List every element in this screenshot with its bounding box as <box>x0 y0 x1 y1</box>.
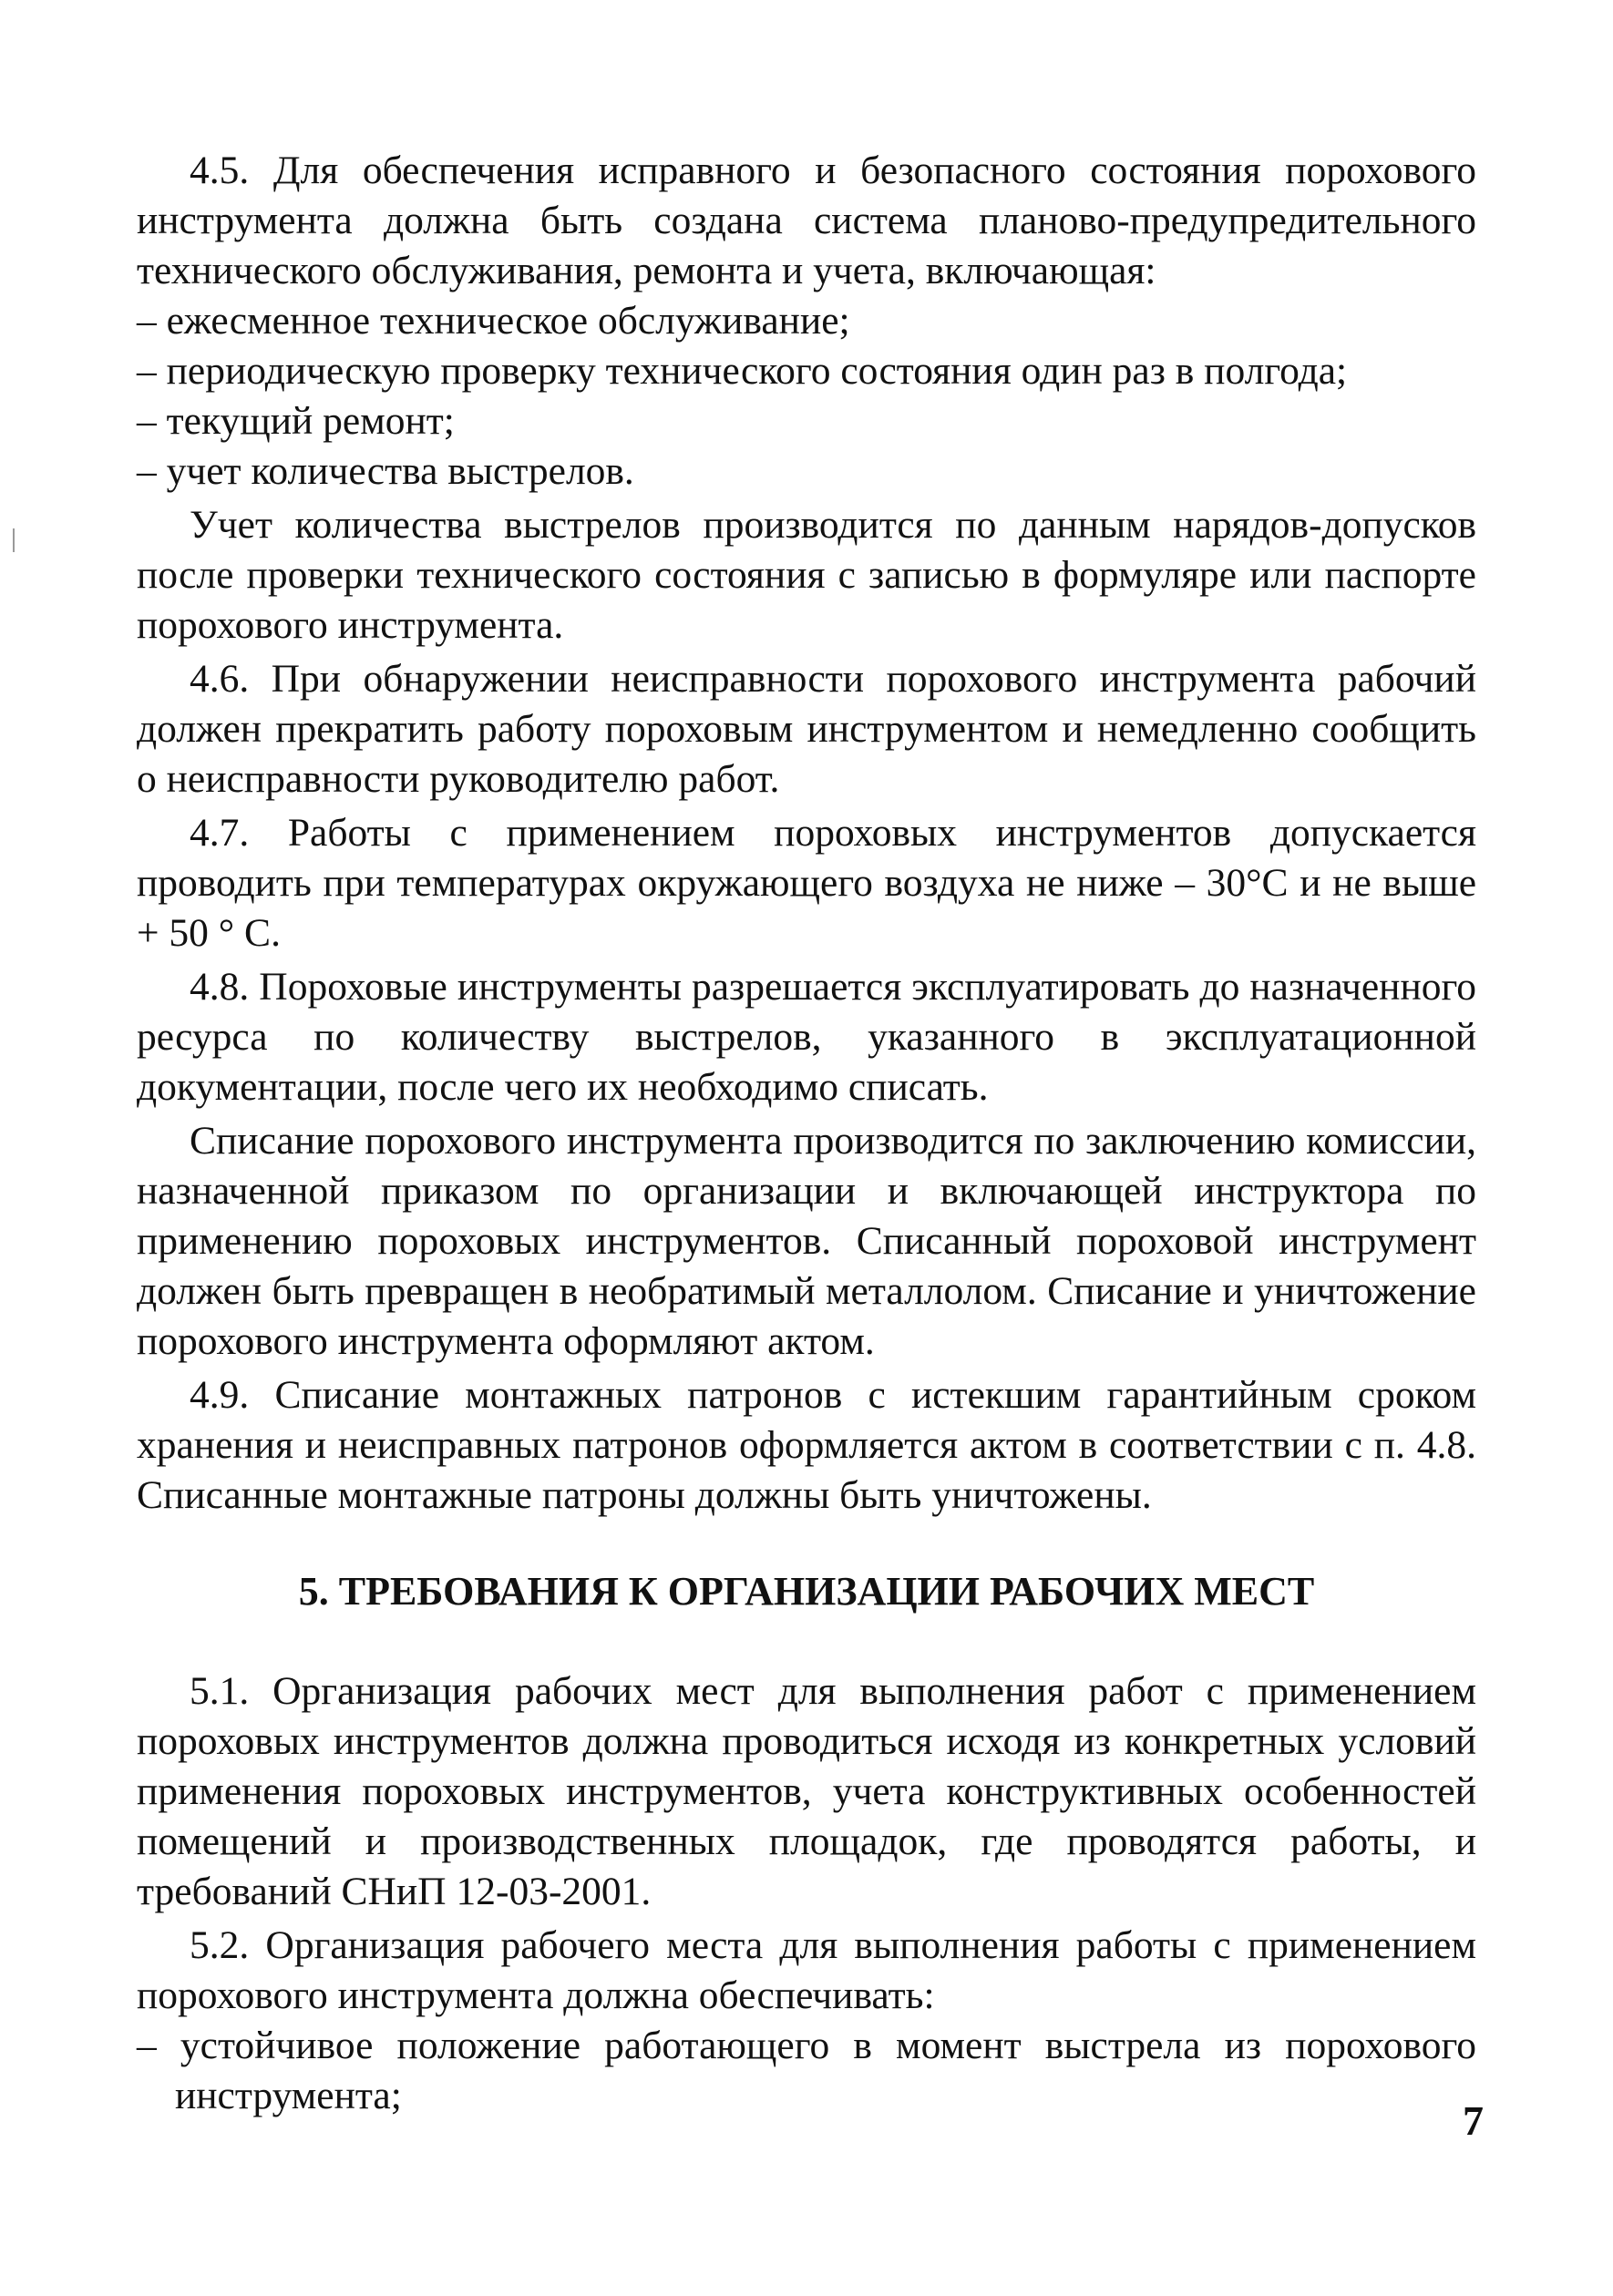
paragraph-4-5-intro: 4.5. Для обеспечения исправного и безопасного состояния порохового инструмента должна быть создана система планово-предупредительного технического обслуживания, ремонта и учета, включающая: <box>137 149 1476 292</box>
paragraph-5-1: 5.1. Организация рабочих мест для выполнения работ с применением пороховых инструментов должна проводиться исходя из конкретных условий применения пороховых инструментов, учета конструктивных особенностей помещений и производственных площадок, где проводятся работы, и требований СНиП 12-03-2001. <box>137 1669 1476 1913</box>
paragraph-4-5-accounting: Учет количества выстрелов производится по данным нарядов-допусков после проверки технического состояния с записью в формуляре или паспорте порохового инструмента. <box>137 503 1476 647</box>
paragraph-4-8-writeoff: Списание порохового инструмента производится по заключению комиссии, назначенной приказом по организации и включающей инструктора по применению пороховых инструментов. Списанный пороховой инструмент должен быть превращен в необратимый металлолом. Списание и уничтожение порохового инструмента оформляют актом. <box>137 1119 1476 1363</box>
paragraph-4-8: 4.8. Пороховые инструменты разрешается эксплуатировать до назначенного ресурса по количеству выстрелов, указанного в эксплуатационной документации, после чего их необходимо списать. <box>137 965 1476 1109</box>
scan-margin-mark <box>13 528 15 552</box>
paragraph-4-6: 4.6. При обнаружении неисправности порохового инструмента рабочий должен прекратить работу пороховым инструментом и немедленно сообщить о неисправности руководителю работ. <box>137 657 1476 801</box>
list-item-4-5-3: – текущий ремонт; <box>137 399 455 443</box>
paragraph-5-2-intro: 5.2. Организация рабочего места для выполнения работы с применением порохового инструмента должна обеспечивать: <box>137 1923 1476 2017</box>
list-item-4-5-2: – периодическую проверку технического состояния один раз в полгода; <box>137 349 1348 393</box>
page-number: 7 <box>1463 2097 1484 2144</box>
list-item-4-5-4: – учет количества выстрелов. <box>137 449 634 493</box>
list-item-4-5-1: – ежесменное техническое обслуживание; <box>137 299 850 343</box>
paragraph-4-7: 4.7. Работы с применением пороховых инструментов допускается проводить при температурах окружающего воздуха не ниже – 30°С и не выше + 50 ° С. <box>137 811 1476 955</box>
paragraph-4-9: 4.9. Списание монтажных патронов с истекшим гарантийным сроком хранения и неисправных патронов оформляется актом в соответствии с п. 4.8. Списанные монтажные патроны должны быть уничтожены. <box>137 1373 1476 1517</box>
section-5-heading: 5. ТРЕБОВАНИЯ К ОРГАНИЗАЦИИ РАБОЧИХ МЕСТ <box>298 1569 1315 1614</box>
list-item-5-2-1: – устойчивое положение работающего в момент выстрела из порохового инструмента; <box>137 2024 1476 2117</box>
document-page <box>137 146 1476 2121</box>
